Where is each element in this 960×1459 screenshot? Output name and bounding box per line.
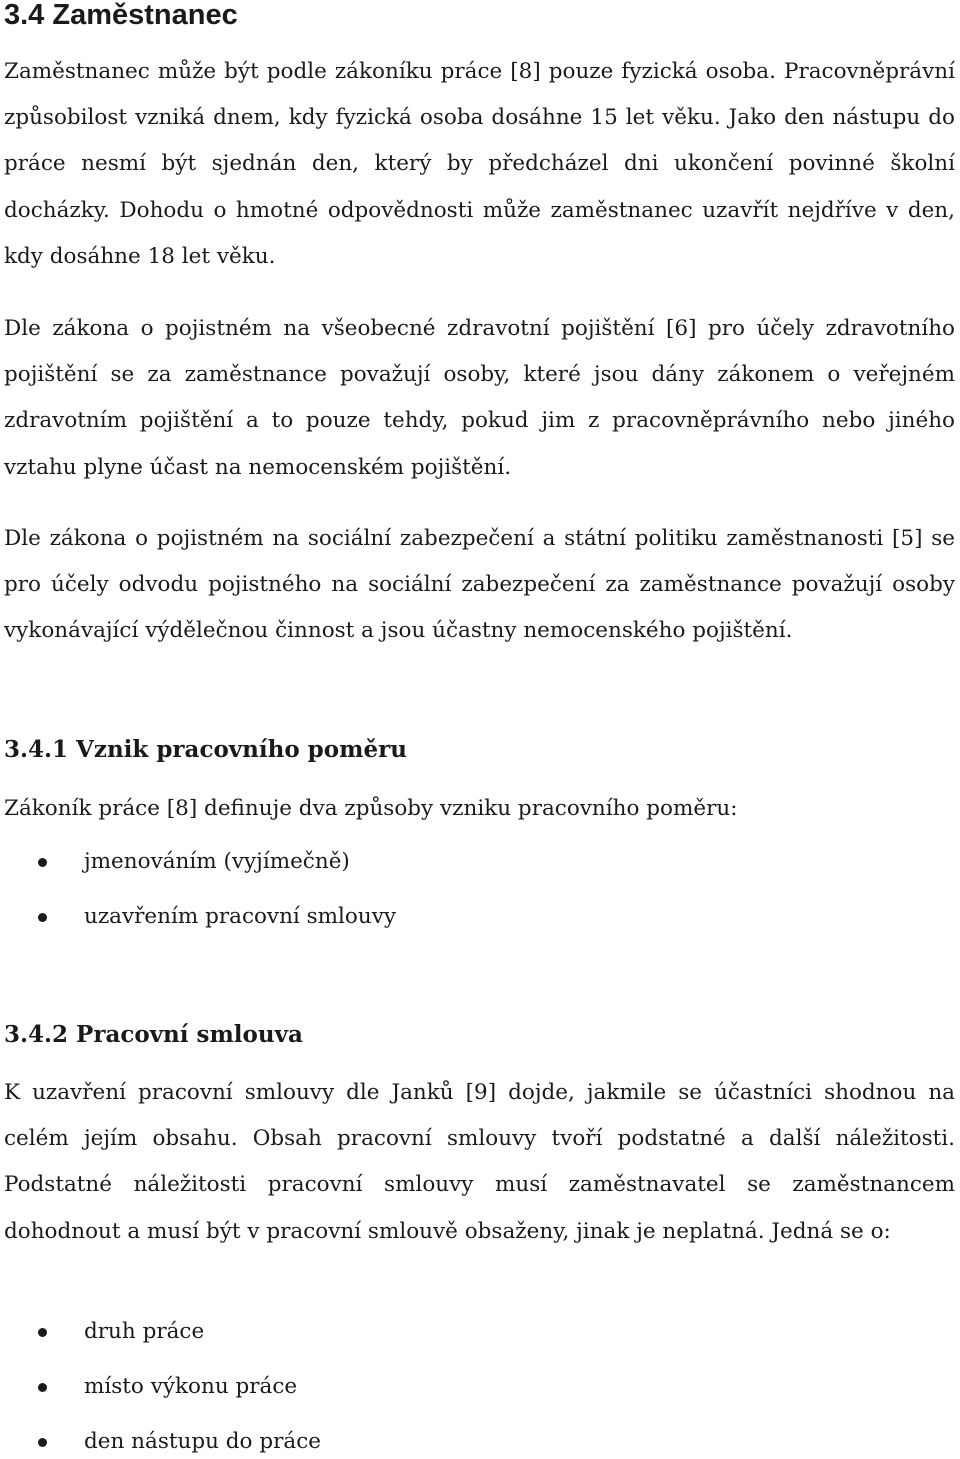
section-heading: 3.4 Zaměstnanec — [4, 0, 238, 31]
paragraph-social-security: Dle zákona o pojistném na sociální zabezpečení a státní politiku zaměstnanosti [5] se pro účely odvodu pojistného na sociální zabezpečení za zaměstnance považují osoby vykonávající výdělečnou činnost a jsou účastny nemocenského pojištění. — [4, 526, 955, 644]
list-item — [0, 1372, 940, 1402]
list-item — [0, 1317, 940, 1347]
list-item — [0, 847, 940, 877]
bullet-icon — [38, 858, 47, 867]
list-item — [0, 1427, 940, 1457]
list-item-text: den nástupu do práce — [84, 1429, 321, 1454]
bullet-icon — [38, 1383, 47, 1392]
list-item-text: uzavřením pracovní smlouvy — [84, 904, 397, 929]
paragraph-health-insurance: Dle zákona o pojistném na všeobecné zdravotní pojištění [6] pro účely zdravotního pojištění se za zaměstnance považují osoby, které jsou dány zákonem o veřejném zdravotním pojištění a to pouze tehdy, pokud jim z pracovněprávního nebo jiného vztahu plyne účast na nemocenském pojištění. — [4, 316, 955, 480]
list-item — [0, 902, 940, 932]
bullet-icon — [38, 1328, 47, 1337]
paragraph-employee-definition: Zaměstnanec může být podle zákoníku práce [8] pouze fyzická osoba. Pracovněprávní způsobilost vzniká dnem, kdy fyzická osoba dosáhne 15 let věku. Jako den nástupu do práce nesmí být sjednán den, který by předcházel dni ukončení povinné školní docházky. Dohodu o hmotné odpovědnosti může zaměstnanec uzavřít nejdříve v den, kdy dosáhne 18 let věku. — [4, 59, 955, 269]
subsection-heading-employment-contract: 3.4.2 Pracovní smlouva — [4, 1021, 303, 1048]
list-item-text: místo výkonu práce — [84, 1374, 298, 1399]
subsection-heading-employment-origin: 3.4.1 Vznik pracovního poměru — [4, 736, 407, 763]
list-item-text: jmenováním (vyjímečně) — [84, 849, 350, 874]
list-item-text: druh práce — [84, 1319, 205, 1344]
paragraph-employment-contract: K uzavření pracovní smlouvy dle Janků [9] dojde, jakmile se účastníci shodnou na celém jejím obsahu. Obsah pracovní smlouvy tvoří podstatné a další náležitosti. Podstatné náležitosti pracovní smlouvy musí zaměstnavatel se zaměstnancem dohodnout a musí být v pracovní smlouvě obsaženy, jinak je neplatná. Jedná se o: — [4, 1080, 955, 1244]
paragraph-employment-origin-intro: Zákoník práce [8] definuje dva způsoby vzniku pracovního poměru: — [4, 796, 738, 821]
bullet-icon — [38, 1438, 47, 1447]
bullet-icon — [38, 913, 47, 922]
